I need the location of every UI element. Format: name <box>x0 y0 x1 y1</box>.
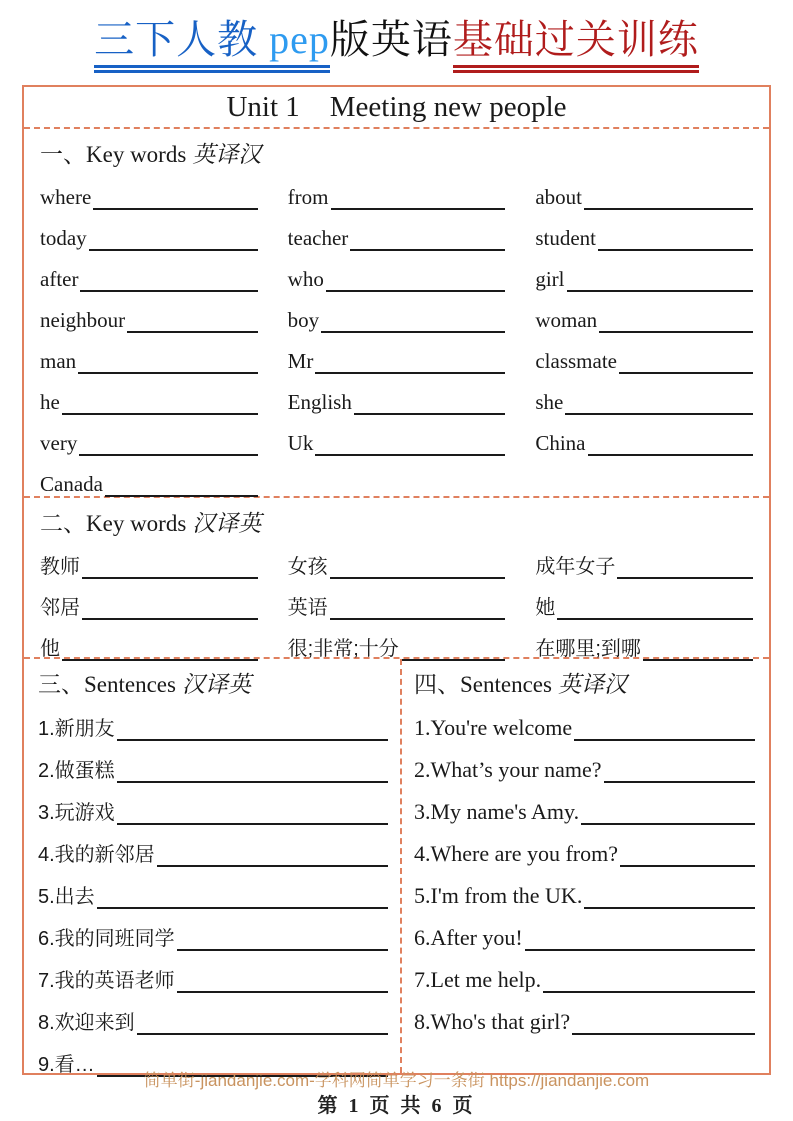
word-blank-item <box>40 593 258 620</box>
word-label: today <box>40 226 87 250</box>
word-blank-item <box>40 265 258 292</box>
answer-blank <box>97 903 388 909</box>
word-blank-item <box>535 183 753 210</box>
word-blank-item <box>40 183 258 210</box>
word-label: where <box>40 185 92 209</box>
section-heading-en: Sentences <box>460 672 552 697</box>
word-blank-item <box>288 265 506 292</box>
answer-blank <box>574 735 755 741</box>
section-number: 一、 <box>40 141 86 167</box>
word-blank-item <box>535 593 753 620</box>
sentence-item <box>414 839 755 867</box>
word-label: very <box>40 431 78 455</box>
sentence-label: 3.玩游戏 <box>38 802 115 824</box>
word-blank-item <box>535 265 753 292</box>
word-label: 成年女子 <box>535 556 616 578</box>
answer-blank <box>80 286 257 292</box>
answer-blank <box>177 987 388 993</box>
answer-blank <box>89 245 258 251</box>
title-red-underlined <box>453 17 699 73</box>
word-row <box>40 552 753 579</box>
title-training-text: 基础过关训练 <box>452 17 699 62</box>
word-label: student <box>535 226 597 250</box>
word-label: girl <box>535 267 565 291</box>
word-label: 教师 <box>40 556 80 578</box>
watermark-text: 简单街-jiandanjie.com-学科网简单学习一条街 https://jiandanjie.com <box>143 1071 650 1090</box>
section-2-heading <box>40 505 753 538</box>
sentence-item <box>414 881 755 909</box>
sentence-item <box>38 713 388 741</box>
word-blank-item <box>40 224 258 251</box>
word-blank-item <box>40 470 258 497</box>
sentence-label: 3.My name's Amy. <box>414 799 580 824</box>
sentence-label: 2.What’s your name? <box>414 757 602 782</box>
answer-blank <box>525 945 755 951</box>
sentence-item <box>38 839 388 867</box>
answer-blank <box>117 735 388 741</box>
sentence-label: 9.看… <box>38 1054 95 1076</box>
page-title <box>0 8 793 65</box>
word-blank-item <box>535 347 753 374</box>
answer-blank <box>617 573 753 579</box>
word-label: neighbour <box>40 308 126 332</box>
sentence-item <box>414 797 755 825</box>
sentence-label: 7.我的英语老师 <box>38 970 175 992</box>
answer-blank <box>330 614 506 620</box>
answer-blank <box>78 368 258 374</box>
word-row <box>40 224 753 251</box>
word-blank-item <box>288 388 506 415</box>
answer-blank <box>62 409 258 415</box>
answer-blank <box>620 861 755 867</box>
word-blank-item <box>535 429 753 456</box>
word-label: English <box>287 390 352 414</box>
word-row <box>40 265 753 292</box>
worksheet-frame <box>22 85 771 1075</box>
sentence-label: 2.做蛋糕 <box>38 760 115 782</box>
answer-blank <box>584 204 753 210</box>
section-1-heading <box>40 136 753 169</box>
word-blank-item <box>40 634 258 661</box>
word-label: man <box>40 349 77 373</box>
page-number: 第 1 页 共 6 页 <box>317 1095 476 1117</box>
section-heading-en: Key words <box>86 511 187 536</box>
section-heading-en: Sentences <box>84 672 176 697</box>
answer-blank <box>315 368 505 374</box>
word-label: 女孩 <box>287 556 328 578</box>
sentence-item <box>38 1007 388 1035</box>
word-row <box>40 306 753 333</box>
sentence-label: 5.I'm from the UK. <box>414 883 583 908</box>
answer-blank <box>330 573 506 579</box>
answer-blank <box>565 409 753 415</box>
sentence-item <box>38 965 388 993</box>
section-keywords-en-to-cn <box>24 129 769 498</box>
sentence-label: 7.Let me help. <box>414 967 542 992</box>
answer-blank <box>105 491 258 497</box>
word-blank-item <box>288 552 506 579</box>
word-blank-item <box>288 634 506 661</box>
section-4-heading <box>414 666 755 699</box>
section-heading-en: Key words <box>86 142 187 167</box>
answer-blank <box>599 327 753 333</box>
answer-blank <box>82 614 258 620</box>
word-label: from <box>287 185 329 209</box>
answer-blank <box>315 450 505 456</box>
sentence-item <box>414 1007 755 1035</box>
sentence-label: 6.我的同班同学 <box>38 928 175 950</box>
word-blank-item <box>40 552 258 579</box>
answer-blank <box>572 1029 755 1035</box>
word-label: boy <box>287 308 320 332</box>
answer-blank <box>619 368 753 374</box>
word-label: 在哪里;到哪 <box>535 638 641 660</box>
answer-blank <box>557 614 753 620</box>
answer-blank <box>604 777 755 783</box>
answer-blank <box>127 327 258 333</box>
section-heading-cn: 英译汉 <box>192 142 262 167</box>
word-label: 她 <box>535 597 556 619</box>
section-heading-cn: 汉译英 <box>192 511 262 536</box>
word-row <box>40 634 753 661</box>
word-label: classmate <box>535 349 617 373</box>
answer-blank <box>331 204 506 210</box>
word-blank-item <box>535 552 753 579</box>
sentence-label: 6.After you! <box>414 925 523 950</box>
word-label: teacher <box>287 226 349 250</box>
sentence-label: 8.Who's that girl? <box>414 1009 571 1034</box>
title-grade-text: 三下人教 <box>94 17 259 62</box>
section-sentences-en-to-cn <box>402 659 769 1073</box>
answer-blank <box>567 286 754 292</box>
answer-blank <box>93 204 257 210</box>
answer-blank <box>326 286 506 292</box>
word-row <box>40 347 753 374</box>
word-label: he <box>40 390 60 414</box>
section-heading-cn: 英译汉 <box>557 672 627 697</box>
sentence-item <box>38 881 388 909</box>
section-number: 二、 <box>40 510 86 536</box>
word-blank-item <box>535 388 753 415</box>
word-blank-item <box>288 306 506 333</box>
word-blank-item <box>288 224 506 251</box>
word-row <box>40 593 753 620</box>
word-label: she <box>535 390 564 414</box>
word-blank-item <box>40 347 258 374</box>
sentence-item <box>414 923 755 951</box>
title-blue-underlined <box>94 17 330 73</box>
word-label: Uk <box>287 431 314 455</box>
word-label: about <box>535 185 582 209</box>
section-keywords-cn-to-en <box>24 498 769 659</box>
word-blank-item <box>40 429 258 456</box>
unit-header <box>24 87 769 129</box>
word-blank-item <box>288 347 506 374</box>
answer-blank <box>117 777 388 783</box>
sentence-label: 8.欢迎来到 <box>38 1012 135 1034</box>
word-label: Mr <box>287 349 314 373</box>
sentence-item <box>414 965 755 993</box>
sentence-label: 4.我的新邻居 <box>38 844 155 866</box>
sentence-item <box>414 713 755 741</box>
sentence-item <box>38 923 388 951</box>
word-blank-item <box>40 388 258 415</box>
answer-blank <box>350 245 505 251</box>
word-blank-item <box>40 306 258 333</box>
sentence-label: 4.Where are you from? <box>414 841 619 866</box>
unit-label: Unit 1 <box>226 91 300 123</box>
answer-blank <box>177 945 388 951</box>
word-label: 很;非常;十分 <box>287 638 399 660</box>
word-label: who <box>287 267 324 291</box>
word-blank-item <box>288 183 506 210</box>
unit-title: Meeting new people <box>329 91 567 123</box>
word-label: 英语 <box>287 597 328 619</box>
section-number: 四、 <box>414 671 460 697</box>
word-blank-item <box>535 634 753 661</box>
answer-blank <box>117 819 388 825</box>
word-row <box>40 470 753 497</box>
answer-blank <box>79 450 257 456</box>
answer-blank <box>157 861 388 867</box>
word-label: China <box>535 431 586 455</box>
word-row <box>40 183 753 210</box>
word-blank-item <box>288 593 506 620</box>
sentence-label: 5.出去 <box>38 886 95 908</box>
section-number: 三、 <box>38 671 84 697</box>
word-blank-item <box>288 429 506 456</box>
answer-blank <box>581 819 755 825</box>
sentence-item <box>38 797 388 825</box>
word-blank-item <box>535 224 753 251</box>
section-3-heading <box>38 666 388 699</box>
word-label: 邻居 <box>40 597 80 619</box>
title-middle-text: 版英语 <box>329 17 453 62</box>
sentence-label: 1.新朋友 <box>38 718 115 740</box>
answer-blank <box>584 903 755 909</box>
section-sentences-cn-to-en <box>24 659 402 1076</box>
section-heading-cn: 汉译英 <box>181 672 251 697</box>
answer-blank <box>137 1029 388 1035</box>
answer-blank <box>82 573 258 579</box>
sentence-item <box>38 755 388 783</box>
title-pep-text: pep <box>269 17 330 62</box>
answer-blank <box>598 245 753 251</box>
word-row <box>40 388 753 415</box>
word-label: after <box>40 267 79 291</box>
answer-blank <box>543 987 755 993</box>
sentence-item <box>414 755 755 783</box>
answer-blank <box>588 450 754 456</box>
word-label: 他 <box>40 638 60 660</box>
word-row <box>40 429 753 456</box>
word-label: Canada <box>40 472 103 496</box>
word-blank-item <box>535 306 753 333</box>
answer-blank <box>321 327 505 333</box>
sentence-label: 1.You're welcome <box>414 715 573 740</box>
answer-blank <box>354 409 506 415</box>
word-label: woman <box>535 308 598 332</box>
sentences-area <box>24 659 769 1076</box>
